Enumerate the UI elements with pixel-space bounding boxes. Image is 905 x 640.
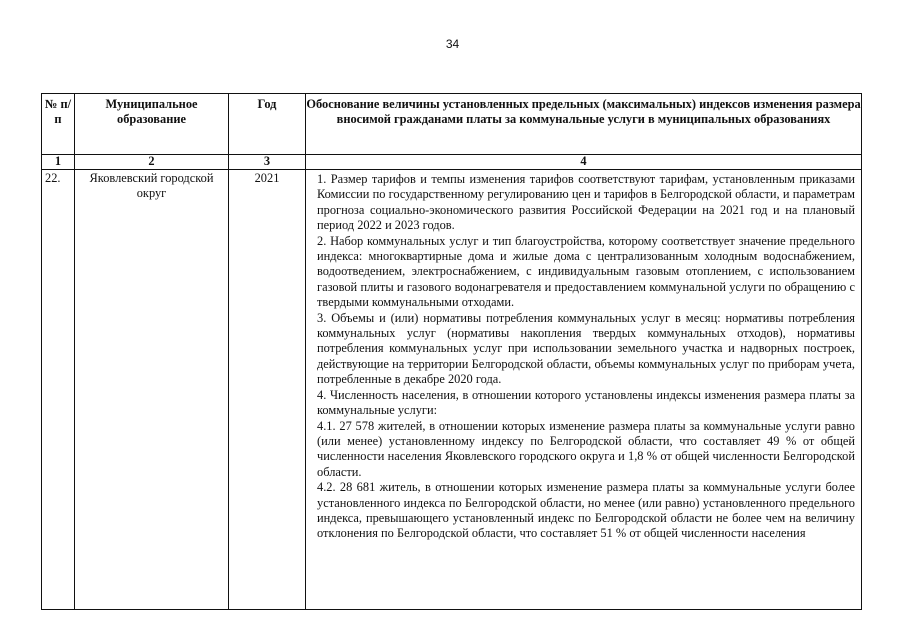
justification-paragraph: 4.2. 28 681 житель, в отношении которых изменение размера платы за коммунальные услуги более установленного индекса по Белгородской области, но менее (или равно) установленного предельного индекса, превышающего установленный индекс по Белгородской области не более чем на величину отклонения по Белгородской области, что составляет 51 % от общей численности населения <box>317 480 855 541</box>
header-justification: Обоснование величины установленных предельных (максимальных) индексов изменения размера вносимой гражданами платы за коммунальные услуги в муниципальных образованиях <box>306 94 862 155</box>
year-cell: 2021 <box>229 170 306 610</box>
column-number: 3 <box>229 155 306 170</box>
justification-paragraph: 1. Размер тарифов и темпы изменения тарифов соответствуют тарифам, установленным приказами Комиссии по государственному регулированию цен и тарифов в Белгородской области, и параметрам прогноза социально-экономического развития Российской Федерации на 2021 год и на плановый период 2022 и 2023 годов. <box>317 172 855 233</box>
column-numbers-row <box>42 155 862 170</box>
header-row <box>42 94 862 155</box>
table-row <box>42 170 862 610</box>
column-number: 2 <box>75 155 229 170</box>
justification-paragraph: 2. Набор коммунальных услуг и тип благоустройства, которому соответствует значение предельного индекса: многоквартирные дома и жилые дома с централизованным холодным водоснабжением, водоотведением, электроснабжением, с индивидуальным газовым отоплением, с использованием газовой плиты и газового водонагревателя и предоставлением коммунальной услуги по обращению с твердыми коммунальными отходами. <box>317 233 855 310</box>
tariff-index-table <box>41 93 862 610</box>
column-number: 4 <box>306 155 862 170</box>
justification-paragraph: 4.1. 27 578 жителей, в отношении которых изменение размера платы за коммунальные услуги равно (или менее) установленному индексу по Белгородской области, что составляет 49 % от общей численности населения Яковлевского городского округа и 1,8 % от общей численности Белгородской области. <box>317 418 855 479</box>
header-num: № п/п <box>42 94 75 155</box>
column-number: 1 <box>42 155 75 170</box>
row-number: 22. <box>42 170 75 610</box>
municipality-cell: Яковлевский городской округ <box>75 170 229 610</box>
justification-paragraph: 4. Численность населения, в отношении которого установлены индексы изменения размера платы за коммунальные услуги: <box>317 387 855 418</box>
header-municipality: Муниципальное образование <box>75 94 229 155</box>
justification-cell <box>306 170 862 610</box>
justification-paragraph: 3. Объемы и (или) нормативы потребления коммунальных услуг в месяц: нормативы потребления коммунальных услуг (нормативы накопления твердых коммунальных отходов), нормативы потребления коммунальных услуг при использовании земельного участка и надворных построек, действующие на территории Белгородской области, объемы коммунальных услуг по приборам учета, потребленные в декабре 2020 года. <box>317 310 855 387</box>
page-number: 34 <box>445 37 460 51</box>
header-year: Год <box>229 94 306 155</box>
